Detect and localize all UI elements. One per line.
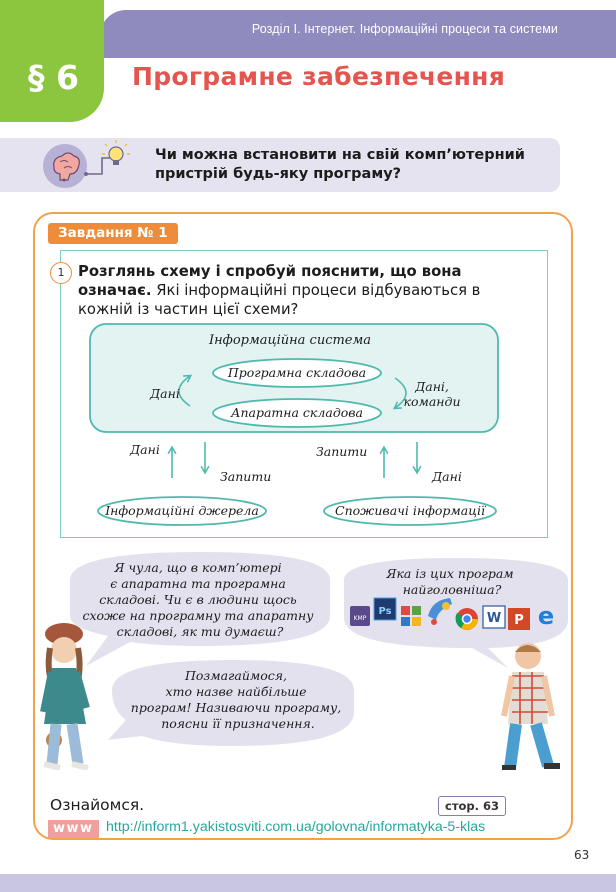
section-number: § 6 (28, 58, 79, 97)
dialogue-area (0, 540, 616, 770)
svg-text:KMP: KMP (353, 615, 367, 622)
girl-2-line-3: програм! Називаючи програму, (130, 700, 342, 715)
sources-label: Інформаційні джерела (105, 503, 259, 518)
right-loop-label-2: команди (403, 394, 461, 409)
girl-1-line-5: складові, як ти думаєш? (116, 624, 284, 639)
consumers-label: Споживачі інформації (335, 503, 485, 518)
system-title: Інформаційна система (208, 333, 372, 348)
question-line-2: пристрій будь-яку програму? (155, 166, 402, 182)
left-loop-label: Дані (150, 386, 180, 401)
girl-2-line-1: Позмагаймося, (184, 668, 288, 683)
task-text-body: Які інформаційні процеси відбуваються в кожній із частин цієї схеми? (78, 282, 481, 318)
svg-text:W: W (486, 611, 502, 626)
girl-1-line-4: схоже на програмну та апаратну (82, 608, 314, 623)
right-loop-label-1: Дані, (415, 379, 449, 394)
girl-2-line-2: хто назве найбільше (165, 684, 307, 699)
resource-link[interactable]: http://inform1.yakistosviti.com.ua/golovna/informatyka-5-klas (106, 819, 486, 835)
www-badge: www (48, 820, 99, 838)
boy-bubble-text (385, 566, 517, 597)
information-system-diagram (80, 318, 530, 536)
left-up-label: Дані (130, 442, 160, 457)
boy-line-2: найголовніша? (402, 582, 502, 597)
task-instructions (78, 262, 538, 319)
task-bold-text: Розглянь схему і спробуй пояснити, що вона означає. (78, 263, 462, 299)
hardware-label: Апаратна складова (231, 405, 363, 420)
kmplayer-icon (350, 606, 370, 626)
svg-text:P: P (514, 613, 524, 628)
svg-text:e: e (537, 602, 555, 630)
page-reference[interactable]: стор. 63 (438, 796, 506, 816)
girl-1-line-1: Я чула, що в комп’ютері (114, 560, 282, 575)
task-label: Завдання № 1 (48, 223, 178, 244)
edge-icon (538, 602, 554, 630)
page-number: 63 (574, 848, 590, 862)
bottom-band (0, 874, 616, 892)
question-line-1: Чи можна встановити на свій комп’ютерний (155, 147, 525, 163)
right-up-label: Запити (316, 444, 368, 459)
girl-1-line-2: є апаратна та програмна (110, 576, 286, 591)
step-number: 1 (50, 262, 72, 284)
lesson-question (155, 146, 545, 184)
boy-illustration (502, 643, 560, 768)
page-title: Програмне забезпечення (132, 62, 506, 91)
chapter-title: Розділ I. Інтернет. Інформаційні процеси та системи (251, 22, 558, 36)
powerpoint-icon (508, 608, 530, 630)
brain-idea-icon (40, 140, 132, 192)
left-down-label: Запити (220, 469, 272, 484)
right-down-label: Дані (432, 469, 462, 484)
word-icon (483, 606, 505, 628)
photoshop-icon (374, 598, 396, 620)
girl-1-line-3: складові. Чи є в людини щось (99, 592, 297, 607)
girl-illustration (44, 623, 88, 768)
girl-2-line-4: поясни її призначення. (161, 716, 315, 731)
girl-bubble-1-text (83, 560, 318, 639)
svg-text:Ps: Ps (378, 606, 392, 617)
software-label: Програмна складова (227, 365, 367, 380)
boy-line-1: Яка із цих програм (386, 566, 514, 581)
review-text: Ознайомся. (50, 796, 145, 814)
